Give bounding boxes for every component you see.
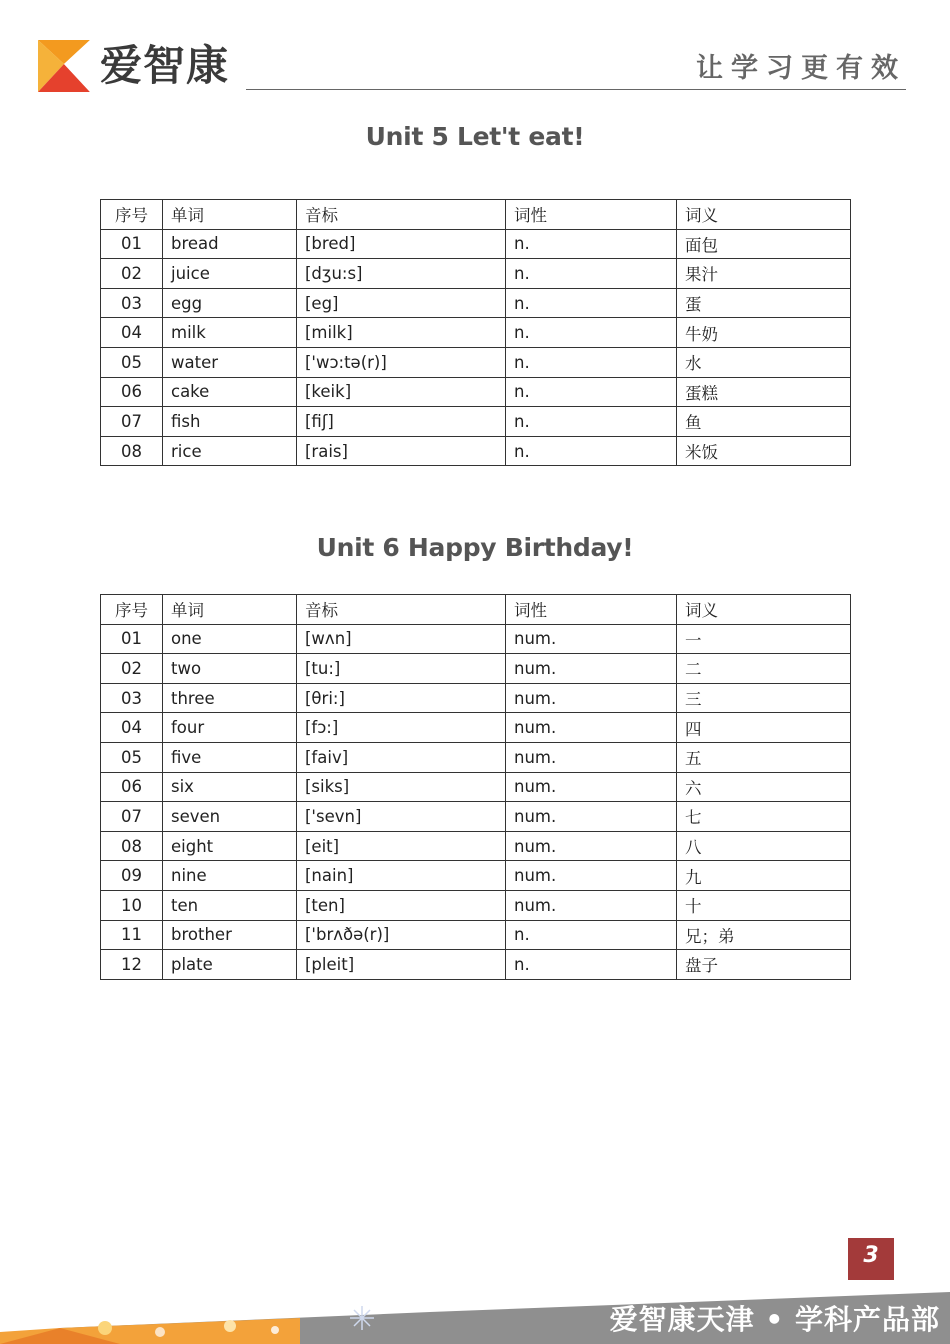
cell-word: cake (163, 377, 297, 407)
cell-meaning: 面包 (677, 229, 851, 259)
cell-phonetic: [wʌn] (297, 624, 506, 654)
cell-part-of-speech: n. (506, 436, 677, 466)
cell-phonetic: [rais] (297, 436, 506, 466)
brand-logo-icon (38, 40, 90, 92)
cell-part-of-speech: num. (506, 831, 677, 861)
cell-meaning: 六 (677, 772, 851, 802)
cell-part-of-speech: num. (506, 802, 677, 832)
column-header-phonetic: 音标 (297, 200, 506, 230)
table-row (101, 713, 851, 743)
cell-number: 12 (101, 950, 163, 980)
cell-word: brother (163, 920, 297, 950)
cell-word: rice (163, 436, 297, 466)
table-row (101, 802, 851, 832)
cell-word: seven (163, 802, 297, 832)
cell-number: 06 (101, 377, 163, 407)
column-header-part-of-speech: 词性 (506, 595, 677, 625)
cell-number: 08 (101, 831, 163, 861)
cell-number: 03 (101, 683, 163, 713)
table-row (101, 861, 851, 891)
table-row (101, 920, 851, 950)
cell-phonetic: [dʒu:s] (297, 259, 506, 289)
cell-number: 10 (101, 890, 163, 920)
column-header-number: 序号 (101, 595, 163, 625)
table-row (101, 772, 851, 802)
cell-phonetic: [fiʃ] (297, 407, 506, 437)
cell-meaning: 九 (677, 861, 851, 891)
cell-phonetic: [keik] (297, 377, 506, 407)
cell-meaning: 二 (677, 654, 851, 684)
column-header-number: 序号 (101, 200, 163, 230)
cell-number: 07 (101, 407, 163, 437)
table-row (101, 683, 851, 713)
table-row (101, 950, 851, 980)
table-row (101, 259, 851, 289)
cell-part-of-speech: n. (506, 347, 677, 377)
table-row (101, 377, 851, 407)
page-number-badge: 3 (848, 1238, 894, 1280)
cell-meaning: 果汁 (677, 259, 851, 289)
cell-word: milk (163, 318, 297, 348)
cell-part-of-speech: n. (506, 229, 677, 259)
table-header-row (101, 595, 851, 625)
cell-phonetic: [fɔ:] (297, 713, 506, 743)
cell-number: 05 (101, 347, 163, 377)
cell-part-of-speech: num. (506, 890, 677, 920)
cell-phonetic: [bred] (297, 229, 506, 259)
table-row (101, 347, 851, 377)
cell-phonetic: [nain] (297, 861, 506, 891)
cell-part-of-speech: n. (506, 259, 677, 289)
cell-word: four (163, 713, 297, 743)
cell-part-of-speech: num. (506, 624, 677, 654)
cell-part-of-speech: num. (506, 742, 677, 772)
cell-word: ten (163, 890, 297, 920)
footer-department-text: 爱智康天津 • 学科产品部 (609, 1303, 940, 1336)
cell-part-of-speech: n. (506, 318, 677, 348)
cell-number: 04 (101, 318, 163, 348)
cell-meaning: 七 (677, 802, 851, 832)
cell-meaning: 十 (677, 890, 851, 920)
cell-phonetic: [eit] (297, 831, 506, 861)
brand-name: 爱智康 (100, 41, 230, 90)
unit-5-title: Unit 5 Let't eat! (365, 122, 585, 151)
cell-word: one (163, 624, 297, 654)
cell-part-of-speech: num. (506, 861, 677, 891)
brand-slogan: 让学习更有效 (696, 53, 906, 84)
table-row (101, 407, 851, 437)
cell-word: three (163, 683, 297, 713)
cell-number: 02 (101, 259, 163, 289)
cell-meaning: 一 (677, 624, 851, 654)
cell-phonetic: [ten] (297, 890, 506, 920)
cell-part-of-speech: num. (506, 654, 677, 684)
cell-meaning: 盘子 (677, 950, 851, 980)
cell-meaning: 三 (677, 683, 851, 713)
cell-meaning: 水 (677, 347, 851, 377)
cell-word: two (163, 654, 297, 684)
column-header-word: 单词 (163, 200, 297, 230)
page-header (0, 0, 950, 110)
header-divider (246, 89, 906, 90)
unit-6-title: Unit 6 Happy Birthday! (316, 533, 634, 562)
cell-phonetic: [milk] (297, 318, 506, 348)
table-row (101, 288, 851, 318)
table-row (101, 654, 851, 684)
cell-number: 04 (101, 713, 163, 743)
cell-word: water (163, 347, 297, 377)
column-header-meaning: 词义 (677, 595, 851, 625)
column-header-meaning: 词义 (677, 200, 851, 230)
cell-phonetic: [θri:] (297, 683, 506, 713)
page-footer (0, 1284, 950, 1344)
column-header-phonetic: 音标 (297, 595, 506, 625)
cell-number: 06 (101, 772, 163, 802)
cell-phonetic: [siks] (297, 772, 506, 802)
cell-number: 08 (101, 436, 163, 466)
cell-part-of-speech: n. (506, 288, 677, 318)
cell-part-of-speech: num. (506, 713, 677, 743)
table-row (101, 624, 851, 654)
footer-dot-icon (155, 1327, 165, 1337)
cell-number: 09 (101, 861, 163, 891)
cell-phonetic: [eg] (297, 288, 506, 318)
cell-number: 05 (101, 742, 163, 772)
cell-part-of-speech: num. (506, 683, 677, 713)
cell-phonetic: [faiv] (297, 742, 506, 772)
unit-6-vocab-table (100, 594, 851, 980)
cell-part-of-speech: n. (506, 377, 677, 407)
column-header-part-of-speech: 词性 (506, 200, 677, 230)
cell-number: 03 (101, 288, 163, 318)
cell-part-of-speech: num. (506, 772, 677, 802)
table-row (101, 890, 851, 920)
cell-number: 01 (101, 624, 163, 654)
cell-word: plate (163, 950, 297, 980)
cell-phonetic: ['wɔ:tə(r)] (297, 347, 506, 377)
cell-meaning: 鱼 (677, 407, 851, 437)
table-row (101, 436, 851, 466)
footer-dot-icon (271, 1326, 279, 1334)
cell-meaning: 牛奶 (677, 318, 851, 348)
cell-part-of-speech: n. (506, 950, 677, 980)
cell-meaning: 米饭 (677, 436, 851, 466)
unit-5-vocab-table (100, 199, 851, 466)
table-header-row (101, 200, 851, 230)
cell-number: 11 (101, 920, 163, 950)
table-row (101, 318, 851, 348)
cell-phonetic: ['sevn] (297, 802, 506, 832)
cell-phonetic: [pleit] (297, 950, 506, 980)
cell-meaning: 八 (677, 831, 851, 861)
cell-word: egg (163, 288, 297, 318)
table-row (101, 742, 851, 772)
cell-meaning: 蛋糕 (677, 377, 851, 407)
cell-part-of-speech: n. (506, 920, 677, 950)
cell-word: five (163, 742, 297, 772)
cell-meaning: 兄；弟 (677, 920, 851, 950)
cell-meaning: 蛋 (677, 288, 851, 318)
cell-word: eight (163, 831, 297, 861)
cell-word: juice (163, 259, 297, 289)
cell-word: bread (163, 229, 297, 259)
footer-sun-icon (98, 1321, 112, 1335)
cell-phonetic: [tu:] (297, 654, 506, 684)
table-row (101, 831, 851, 861)
table-row (101, 229, 851, 259)
cell-word: nine (163, 861, 297, 891)
cell-word: six (163, 772, 297, 802)
cell-part-of-speech: n. (506, 407, 677, 437)
cell-word: fish (163, 407, 297, 437)
cell-phonetic: ['brʌðə(r)] (297, 920, 506, 950)
cell-number: 07 (101, 802, 163, 832)
cell-meaning: 五 (677, 742, 851, 772)
cell-number: 02 (101, 654, 163, 684)
footer-flower-icon (224, 1320, 236, 1332)
cell-number: 01 (101, 229, 163, 259)
cell-meaning: 四 (677, 713, 851, 743)
column-header-word: 单词 (163, 595, 297, 625)
